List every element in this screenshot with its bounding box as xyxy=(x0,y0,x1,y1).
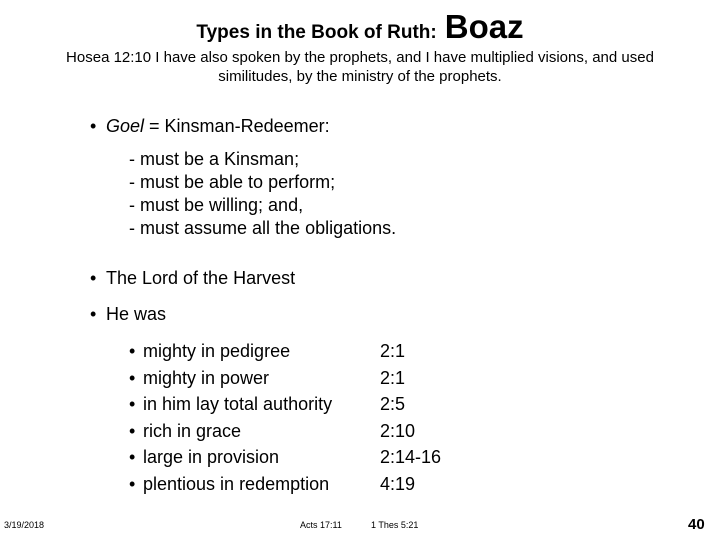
attribute-text: rich in grace xyxy=(143,420,242,441)
verse-line-1: Hosea 12:10 I have also spoken by the prophets, and I have multiplied visions, and used xyxy=(66,49,654,66)
goel-definition: = Kinsman-Redeemer: xyxy=(144,116,330,136)
list-item xyxy=(129,418,489,445)
verse-line-2: similitudes, by the ministry of the prophets. xyxy=(218,68,502,85)
bullet-harvest xyxy=(90,267,295,289)
bullet-marker: • xyxy=(90,268,97,288)
list-item: - must be a Kinsman; xyxy=(129,149,300,169)
list-item: - must assume all the obligations. xyxy=(129,218,397,238)
verse-quote xyxy=(18,48,702,86)
page-number: 40 xyxy=(688,516,705,533)
bullet-marker: • xyxy=(129,420,136,441)
scripture-ref: 2:10 xyxy=(380,420,416,441)
list-item xyxy=(129,338,489,365)
goel-term: Goel xyxy=(106,116,145,136)
bullet-marker: • xyxy=(129,447,136,467)
list-item xyxy=(129,444,489,471)
bullet-text: He was xyxy=(106,304,167,324)
list-item: - must be able to perform; xyxy=(129,172,336,192)
list-item: - must be willing; and, xyxy=(129,195,304,215)
list-item xyxy=(129,391,489,418)
title-prefix: Types in the Book of Ruth: xyxy=(196,22,437,43)
attribute-text: large in provision xyxy=(143,447,280,467)
scripture-ref: 2:5 xyxy=(380,394,406,414)
attribute-text: plentious in redemption xyxy=(143,473,330,494)
attribute-text: mighty in pedigree xyxy=(143,341,291,361)
bullet-marker: • xyxy=(90,304,97,324)
bullet-marker: • xyxy=(129,341,136,361)
bullet-marker: • xyxy=(90,116,97,136)
list-item xyxy=(129,471,489,498)
attributes-list xyxy=(129,338,489,497)
goel-requirements-list xyxy=(129,148,396,240)
scripture-ref: 4:19 xyxy=(380,473,416,494)
attribute-text: mighty in power xyxy=(143,367,270,388)
title-name: Boaz xyxy=(444,8,524,45)
bullet-marker: • xyxy=(129,394,136,414)
list-item xyxy=(129,365,489,392)
footer-right-ref: 1 Thes 5:21 xyxy=(371,520,419,530)
footer-center-ref: Acts 17:11 xyxy=(300,520,342,530)
bullet-he-was xyxy=(90,303,166,325)
slide-title xyxy=(0,8,720,46)
scripture-ref: 2:1 xyxy=(380,341,406,361)
footer-date: 3/19/2018 xyxy=(4,520,45,530)
attribute-text: in him lay total authority xyxy=(143,394,333,414)
bullet-goel xyxy=(90,115,330,137)
scripture-ref: 2:14-16 xyxy=(380,447,442,467)
bullet-text: The Lord of the Harvest xyxy=(106,268,296,288)
bullet-marker: • xyxy=(129,367,136,388)
bullet-marker: • xyxy=(129,473,136,494)
scripture-ref: 2:1 xyxy=(380,367,406,388)
